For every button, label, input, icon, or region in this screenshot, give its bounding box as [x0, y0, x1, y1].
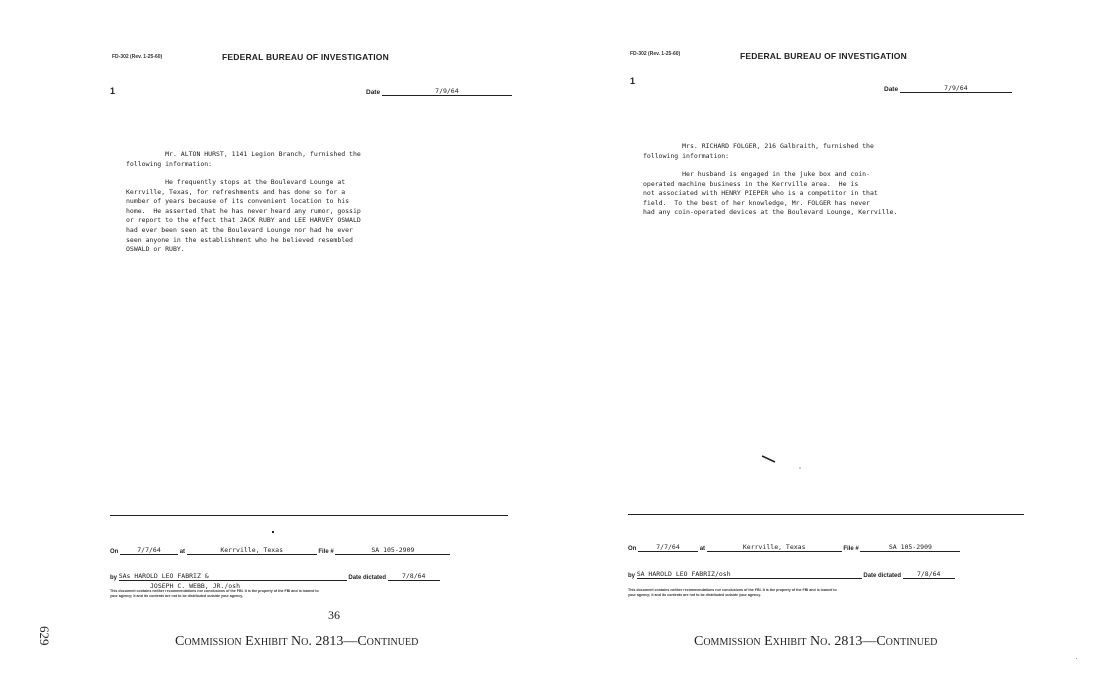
right-dictated-value: 7/8/64	[903, 570, 955, 579]
left-fine-print-1: This document contains neither recommendations nor conclusions of the FBI. It is the property of the FBI and is loaned to	[110, 589, 319, 593]
left-by-label: by	[110, 575, 118, 581]
left-file-label: File #	[318, 549, 334, 555]
right-by-label: by	[628, 573, 636, 579]
side-page-number: 629	[37, 626, 52, 646]
left-on-value: 7/7/64	[120, 546, 178, 555]
left-date-value: 7/9/64	[382, 87, 512, 96]
right-date-value: 7/9/64	[900, 84, 1012, 93]
left-dictated-label: Date dictated	[348, 575, 387, 581]
right-file-label: File #	[843, 546, 859, 552]
left-by-row	[110, 572, 440, 581]
left-on-row	[110, 546, 450, 555]
left-bureau-title: FEDERAL BUREAU OF INVESTIGATION	[222, 52, 389, 62]
right-date-line	[884, 84, 1012, 93]
left-dictated-value: 7/8/64	[388, 572, 440, 581]
left-at-label: at	[179, 549, 186, 555]
right-caption-text: Commission Exhibit No. 2813—Continued	[694, 634, 938, 649]
right-fine-print-1: This document contains neither recommendations nor conclusions of the FBI. It is the property of the FBI and is loaned to	[628, 588, 837, 592]
right-stray-mark	[758, 452, 808, 472]
left-at-value: Kerrville, Texas	[187, 546, 317, 555]
left-by-value: SAs HAROLD LEO FABRIZ &	[119, 572, 347, 581]
left-divider	[110, 515, 508, 516]
left-caption-text: Commission Exhibit No. 2813—Continued	[175, 634, 419, 649]
right-on-row	[628, 543, 960, 552]
right-fine-print-2: your agency; it and its contents are not to be distributed outside your agency.	[628, 593, 761, 597]
left-date-line	[366, 87, 512, 96]
right-at-value: Kerrville, Texas	[707, 543, 842, 552]
right-paragraph-body: Her husband is engaged in the juke box and coin- operated machine business in the Kerrville area. He is not associated with HENRY PIEPER who is a competitor in that field. To the best of her knowledge, Mr. FOLGER has never had any coin-operated devices at the Boulevard Lounge, Kerrville.	[643, 170, 898, 217]
right-date-label: Date	[884, 86, 899, 93]
right-dictated-label: Date dictated	[863, 573, 902, 579]
right-bureau-title: FEDERAL BUREAU OF INVESTIGATION	[740, 51, 907, 61]
left-form-number: FD-302 (Rev. 1-25-60)	[112, 54, 163, 60]
left-fine-print-2: your agency; it and its contents are not to be distributed outside your agency.	[110, 594, 243, 598]
right-at-label: at	[699, 546, 706, 552]
right-on-value: 7/7/64	[638, 543, 698, 552]
left-page-marker: 1	[110, 86, 116, 96]
right-divider	[628, 514, 1024, 515]
left-paragraph-intro: Mr. ALTON HURST, 1141 Legion Branch, furnished the following information:	[126, 150, 361, 168]
left-paragraph-body: He frequently stops at the Boulevard Lounge at Kerrville, Texas, for refreshments and has done so for a number of years because of its convenient location to his home. He asserted that he has never heard any rumor, gossip or report to the effect that JACK RUBY and LEE HARVEY OSWALD had ever been seen at the Boulevard Lounge nor had he ever seen anyone in the establishment who he believed resembled OSWALD or RUBY.	[126, 178, 361, 254]
left-caption	[175, 634, 418, 650]
left-specks	[272, 531, 274, 533]
right-form-number: FD-302 (Rev. 1-25-60)	[630, 51, 681, 57]
right-by-value: SA HAROLD LEO FABRIZ/osh	[637, 570, 862, 579]
right-by-row	[628, 570, 955, 579]
left-by-value-2: JOSEPH C. WEBB, JR./osh	[150, 582, 241, 590]
left-on-label: On	[110, 549, 119, 555]
right-file-value: SA 105-2909	[860, 543, 960, 552]
right-paragraph-intro: Mrs. RICHARD FOLGER, 216 Galbraith, furnished the following information:	[643, 142, 874, 160]
left-page-number: 36	[328, 608, 340, 622]
left-file-value: SA 105-2909	[335, 546, 450, 555]
right-corner-speck	[1076, 658, 1077, 659]
right-page-marker: 1	[630, 76, 636, 86]
left-date-label: Date	[366, 89, 381, 96]
right-caption	[694, 634, 937, 650]
right-on-label: On	[628, 546, 637, 552]
